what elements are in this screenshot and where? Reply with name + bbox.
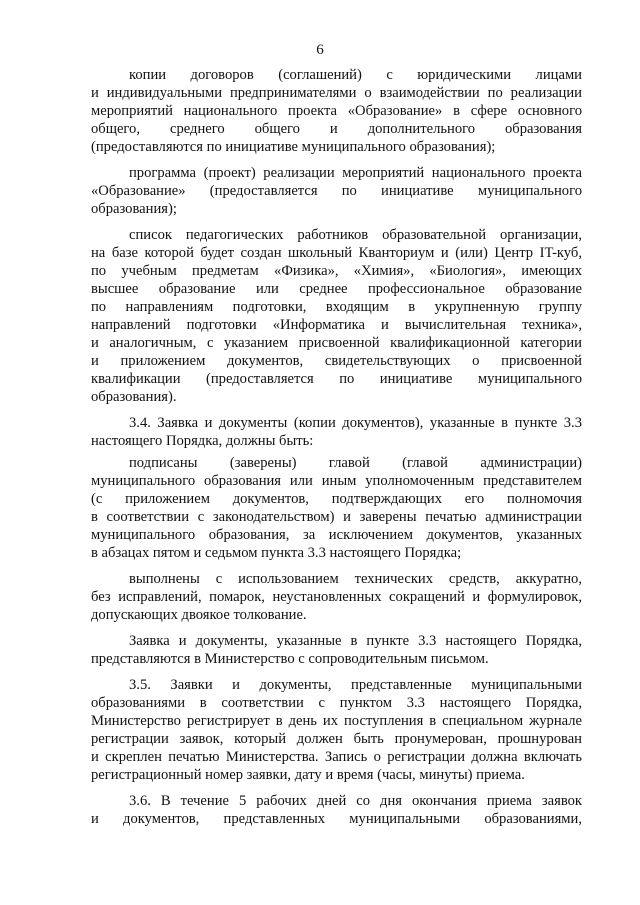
text-line: представляются в Министерство с сопроводительным письмом. bbox=[91, 651, 489, 667]
text-line: без исправлений, помарок, неустановленных сокращений и формулировок, bbox=[91, 589, 582, 605]
text-line: 3.6. В течение 5 рабочих дней со дня окончания приема заявок bbox=[129, 793, 582, 809]
text-line: (предоставляются по инициативе муниципального образования); bbox=[91, 139, 496, 155]
text-line: мероприятий национального проекта «Образование» в сфере основного bbox=[91, 103, 582, 119]
text-line: список педагогических работников образовательной организации, bbox=[129, 227, 582, 243]
text-line: 3.4. Заявка и документы (копии документов), указанные в пункте 3.3 bbox=[129, 415, 582, 431]
text-line: Министерство регистрирует в день их поступления в специальном журнале bbox=[91, 713, 582, 729]
text-line: квалификации (предоставляется по инициативе муниципального bbox=[91, 371, 582, 387]
text-line: муниципального образования или иным уполномоченным представителем bbox=[91, 473, 582, 489]
text-line: настоящего Порядка, должны быть: bbox=[91, 433, 314, 449]
text-line: и индивидуальными предпринимателями о взаимодействии по реализации bbox=[91, 85, 582, 101]
text-line: программа (проект) реализации мероприятий национального проекта bbox=[129, 165, 582, 181]
text-line: и документов, представленных муниципальными образованиями, bbox=[91, 811, 582, 827]
text-line: допускающих двоякое толкование. bbox=[91, 607, 307, 623]
text-line: муниципального образования, за исключением документов, указанных bbox=[91, 527, 582, 543]
text-line: на базе которой будет создан школьный Кванториум и (или) Центр IT-куб, bbox=[91, 245, 582, 261]
text-line: «Образование» (предоставляется по инициативе муниципального bbox=[91, 183, 582, 199]
text-line: образованиями в соответствии с пунктом 3.3 настоящего Порядка, bbox=[91, 695, 582, 711]
text-line: и аналогичным, с указанием присвоенной квалификационной категории bbox=[91, 335, 582, 351]
text-line: по направлениям подготовки, входящим в укрупненную группу bbox=[91, 299, 582, 315]
text-line: и приложением документов, свидетельствующих о присвоенной bbox=[91, 353, 582, 369]
text-line: общего, среднего общего и дополнительного образования bbox=[91, 121, 582, 137]
text-line: Заявка и документы, указанные в пункте 3.3 настоящего Порядка, bbox=[129, 633, 582, 649]
text-line: регистрации заявок, который должен быть пронумерован, прошнурован bbox=[91, 731, 582, 747]
text-line: образования); bbox=[91, 201, 177, 217]
text-line: и скреплен печатью Министерства. Запись о регистрации должна включать bbox=[91, 749, 582, 765]
text-line: копии договоров (соглашений) с юридическими лицами bbox=[129, 67, 582, 83]
text-line: выполнены с использованием технических средств, аккуратно, bbox=[129, 571, 582, 587]
text-line: регистрационный номер заявки, дату и время (часы, минуты) приема. bbox=[91, 767, 525, 783]
text-line: подписаны (заверены) главой (главой администрации) bbox=[129, 455, 582, 471]
text-line: (с приложением документов, подтверждающих его полномочия bbox=[91, 491, 582, 507]
text-line: в соответствии с законодательством) и заверены печатью администрации bbox=[91, 509, 582, 525]
text-line: по учебным предметам «Физика», «Химия», «Биология», имеющих bbox=[91, 263, 582, 279]
text-line: направлений подготовки «Информатика и вычислительная техника», bbox=[91, 317, 582, 333]
text-line: образования). bbox=[91, 389, 177, 405]
text-line: 3.5. Заявки и документы, представленные муниципальными bbox=[129, 677, 582, 693]
text-line: в абзацах пятом и седьмом пункта 3.3 настоящего Порядка; bbox=[91, 545, 462, 561]
page-number: 6 bbox=[316, 42, 324, 58]
text-line: высшее образование или среднее профессиональное образование bbox=[91, 281, 582, 297]
